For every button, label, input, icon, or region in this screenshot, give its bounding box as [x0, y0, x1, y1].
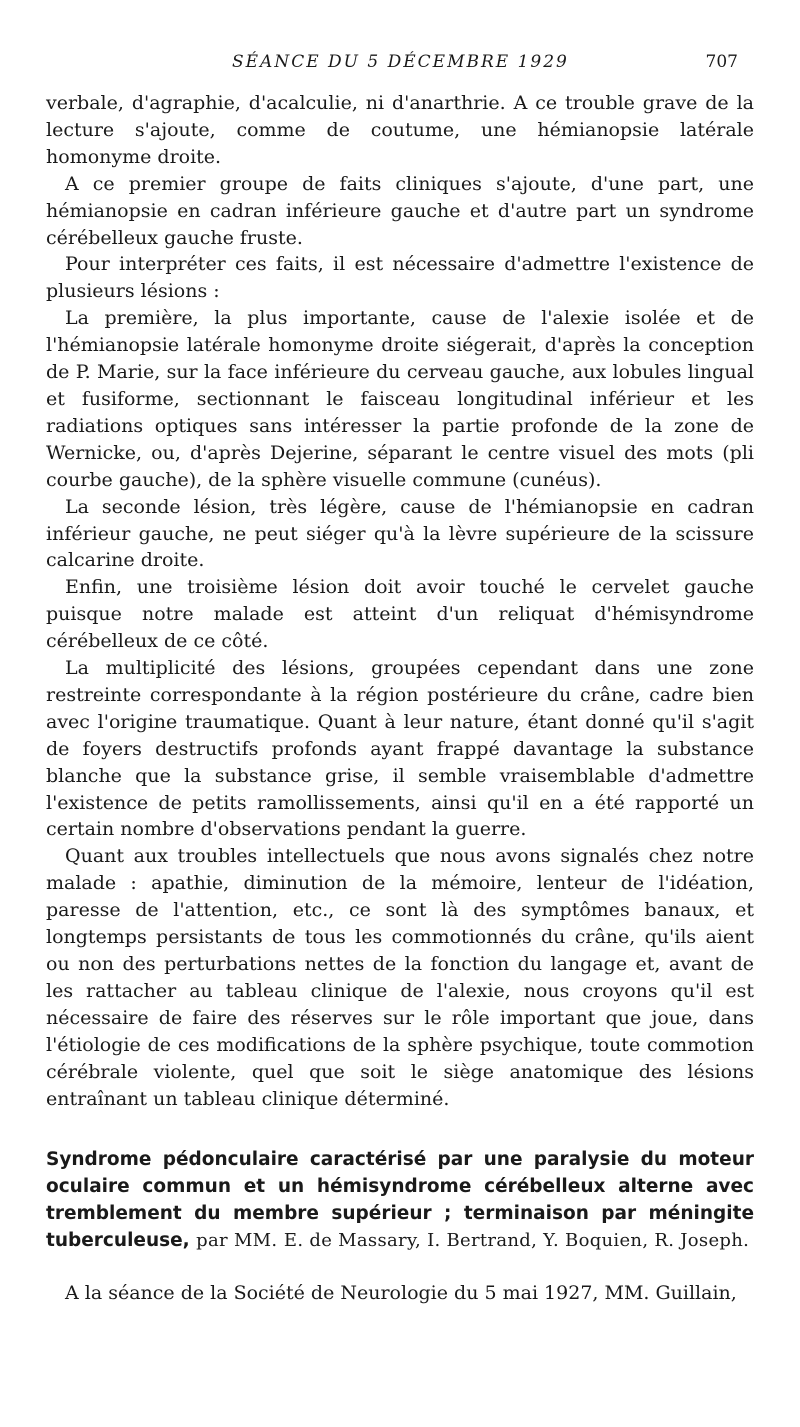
- paragraph: Enfin, une troisième lésion doit avoir touché le cervelet gauche puisque notre malade est atteint d'un reliquat d'hémisyndrome cérébelleux de ce côté.: [46, 576, 754, 653]
- paragraph: La seconde lésion, très légère, cause de l'hémianopsie en cadran inférieur gauche, ne peut siéger qu'à la lèvre supérieure de la scissure calcarine droite.: [46, 495, 754, 572]
- page-number: 707: [705, 52, 738, 72]
- paragraph: Quant aux troubles intellectuels que nous avons signalés chez notre malade : apathie, diminution de la mémoire, lenteur de l'idéation, paresse de l'attention, etc., ce sont là des symptômes banaux, et longtemps persistants de tous les commotionnés du crâne, qu'ils aient ou non des perturbations nettes de la fonction du langage et, avant de les rattacher au tableau clinique de l'alexie, nous croyons qu'il est nécessaire de faire des réserves sur le rôle important que joue, dans l'étiologie de ces modifications de la sphère psychique, toute commotion cérébrale violente, quel que soit le siège anatomique des lésions entraînant un tableau clinique déterminé.: [46, 845, 754, 1110]
- section-title: Syndrome pédonculaire caractérisé par une paralysie du moteur oculaire commun et un hémisyndrome cérébelleux alterne avec tremblement du membre supérieur ; terminaison par méningite tuberculeuse,: [46, 1149, 754, 1252]
- running-header: [232, 52, 738, 72]
- paragraph: verbale, d'agraphie, d'acalculie, ni d'anarthrie. A ce trouble grave de la lecture s'ajoute, comme de coutume, une hémianopsie latérale homonyme droite.: [46, 92, 754, 168]
- section-heading: [46, 1146, 754, 1254]
- paragraph: La première, la plus importante, cause de l'alexie isolée et de l'hémianopsie latérale homonyme droite siégerait, d'après la conception de P. Marie, sur la face inférieure du cerveau gauche, aux lobules lingual et fusiforme, sectionnant le faisceau longitudinal inférieur et les radiations optiques sans intéresser la partie profonde de la zone de Wernicke, ou, d'après Dejerine, séparant le centre visuel des mots (pli courbe gauche), de la sphère visuelle commune (cunéus).: [46, 307, 754, 491]
- section-byline: par MM.: [196, 1230, 278, 1252]
- paragraph: La multiplicité des lésions, groupées cependant dans une zone restreinte correspondante à la région postérieure du crâne, cadre bien avec l'origine traumatique. Quant à leur nature, étant donné qu'il s'agit de foyers destructifs profonds ayant frappé davantage la substance blanche que la substance grise, il semble vraisemblable d'admettre l'existence de petits ramollissements, ainsi qu'il en a été rapporté un certain nombre d'observations pendant la guerre.: [46, 657, 754, 841]
- section-authors: E. de Massary, I. Bertrand, Y. Boquien, R. Joseph.: [283, 1230, 750, 1252]
- paragraph: A la séance de la Société de Neurologie du 5 mai 1927, MM. Guillain,: [65, 1282, 737, 1305]
- running-title: SÉANCE DU 5 DÉCEMBRE 1929: [232, 52, 569, 72]
- body-text: [46, 90, 754, 1307]
- paragraph: Pour interpréter ces faits, il est nécessaire d'admettre l'existence de plusieurs lésions :: [46, 253, 754, 303]
- paragraph: A ce premier groupe de faits cliniques s'ajoute, d'une part, une hémianopsie en cadran inférieure gauche et d'autre part un syndrome cérébelleux gauche fruste.: [46, 172, 754, 249]
